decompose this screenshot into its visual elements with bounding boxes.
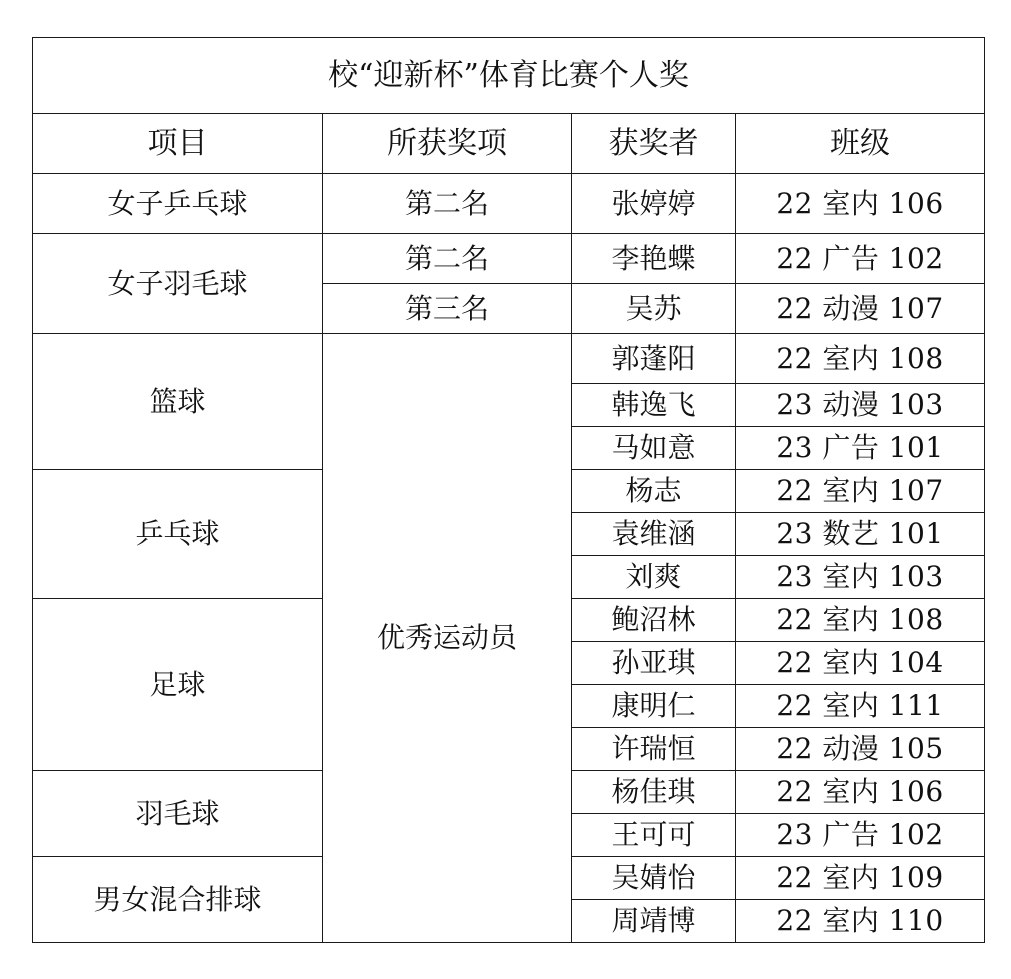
event-cell: 篮球 <box>33 334 323 470</box>
winner-cell: 袁维涵 <box>572 513 736 556</box>
class-cell: 23 室内 103 <box>736 556 985 599</box>
award-cell: 第二名 <box>323 234 572 284</box>
winner-cell: 康明仁 <box>572 685 736 728</box>
winner-cell: 杨志 <box>572 470 736 513</box>
table-row <box>33 234 985 284</box>
winner-cell: 张婷婷 <box>572 174 736 234</box>
class-cell: 22 动漫 107 <box>736 284 985 334</box>
table-row <box>33 334 985 384</box>
winner-cell: 韩逸飞 <box>572 384 736 427</box>
class-cell: 23 动漫 103 <box>736 384 985 427</box>
class-cell: 22 室内 108 <box>736 334 985 384</box>
award-cell: 第三名 <box>323 284 572 334</box>
event-cell: 乒乓球 <box>33 470 323 599</box>
class-cell: 22 动漫 105 <box>736 728 985 771</box>
header-class: 班级 <box>736 114 985 174</box>
table-title: 校“迎新杯”体育比赛个人奖 <box>33 38 985 114</box>
header-award: 所获奖项 <box>323 114 572 174</box>
class-cell: 22 室内 104 <box>736 642 985 685</box>
event-cell: 足球 <box>33 599 323 771</box>
winner-cell: 马如意 <box>572 427 736 470</box>
winner-cell: 孙亚琪 <box>572 642 736 685</box>
event-cell: 羽毛球 <box>33 771 323 857</box>
winner-cell: 郭蓬阳 <box>572 334 736 384</box>
header-row <box>33 114 985 174</box>
class-cell: 23 广告 101 <box>736 427 985 470</box>
title-row <box>33 38 985 114</box>
header-event: 项目 <box>33 114 323 174</box>
winner-cell: 李艳蝶 <box>572 234 736 284</box>
class-cell: 22 室内 110 <box>736 900 985 943</box>
class-cell: 23 数艺 101 <box>736 513 985 556</box>
event-cell: 女子羽毛球 <box>33 234 323 334</box>
class-cell: 22 广告 102 <box>736 234 985 284</box>
winner-cell: 吴苏 <box>572 284 736 334</box>
winner-cell: 周靖博 <box>572 900 736 943</box>
winner-cell: 杨佳琪 <box>572 771 736 814</box>
winner-cell: 吴婧怡 <box>572 857 736 900</box>
class-cell: 22 室内 106 <box>736 771 985 814</box>
event-cell: 男女混合排球 <box>33 857 323 943</box>
winner-cell: 刘爽 <box>572 556 736 599</box>
header-winner: 获奖者 <box>572 114 736 174</box>
award-cell-merged: 优秀运动员 <box>323 334 572 943</box>
class-cell: 22 室内 106 <box>736 174 985 234</box>
award-cell: 第二名 <box>323 174 572 234</box>
event-cell: 女子乒乓球 <box>33 174 323 234</box>
winner-cell: 鲍沼林 <box>572 599 736 642</box>
winner-cell: 王可可 <box>572 814 736 857</box>
class-cell: 22 室内 109 <box>736 857 985 900</box>
award-table <box>32 37 985 943</box>
class-cell: 22 室内 108 <box>736 599 985 642</box>
class-cell: 22 室内 107 <box>736 470 985 513</box>
winner-cell: 许瑞恒 <box>572 728 736 771</box>
class-cell: 22 室内 111 <box>736 685 985 728</box>
class-cell: 23 广告 102 <box>736 814 985 857</box>
table-row <box>33 174 985 234</box>
